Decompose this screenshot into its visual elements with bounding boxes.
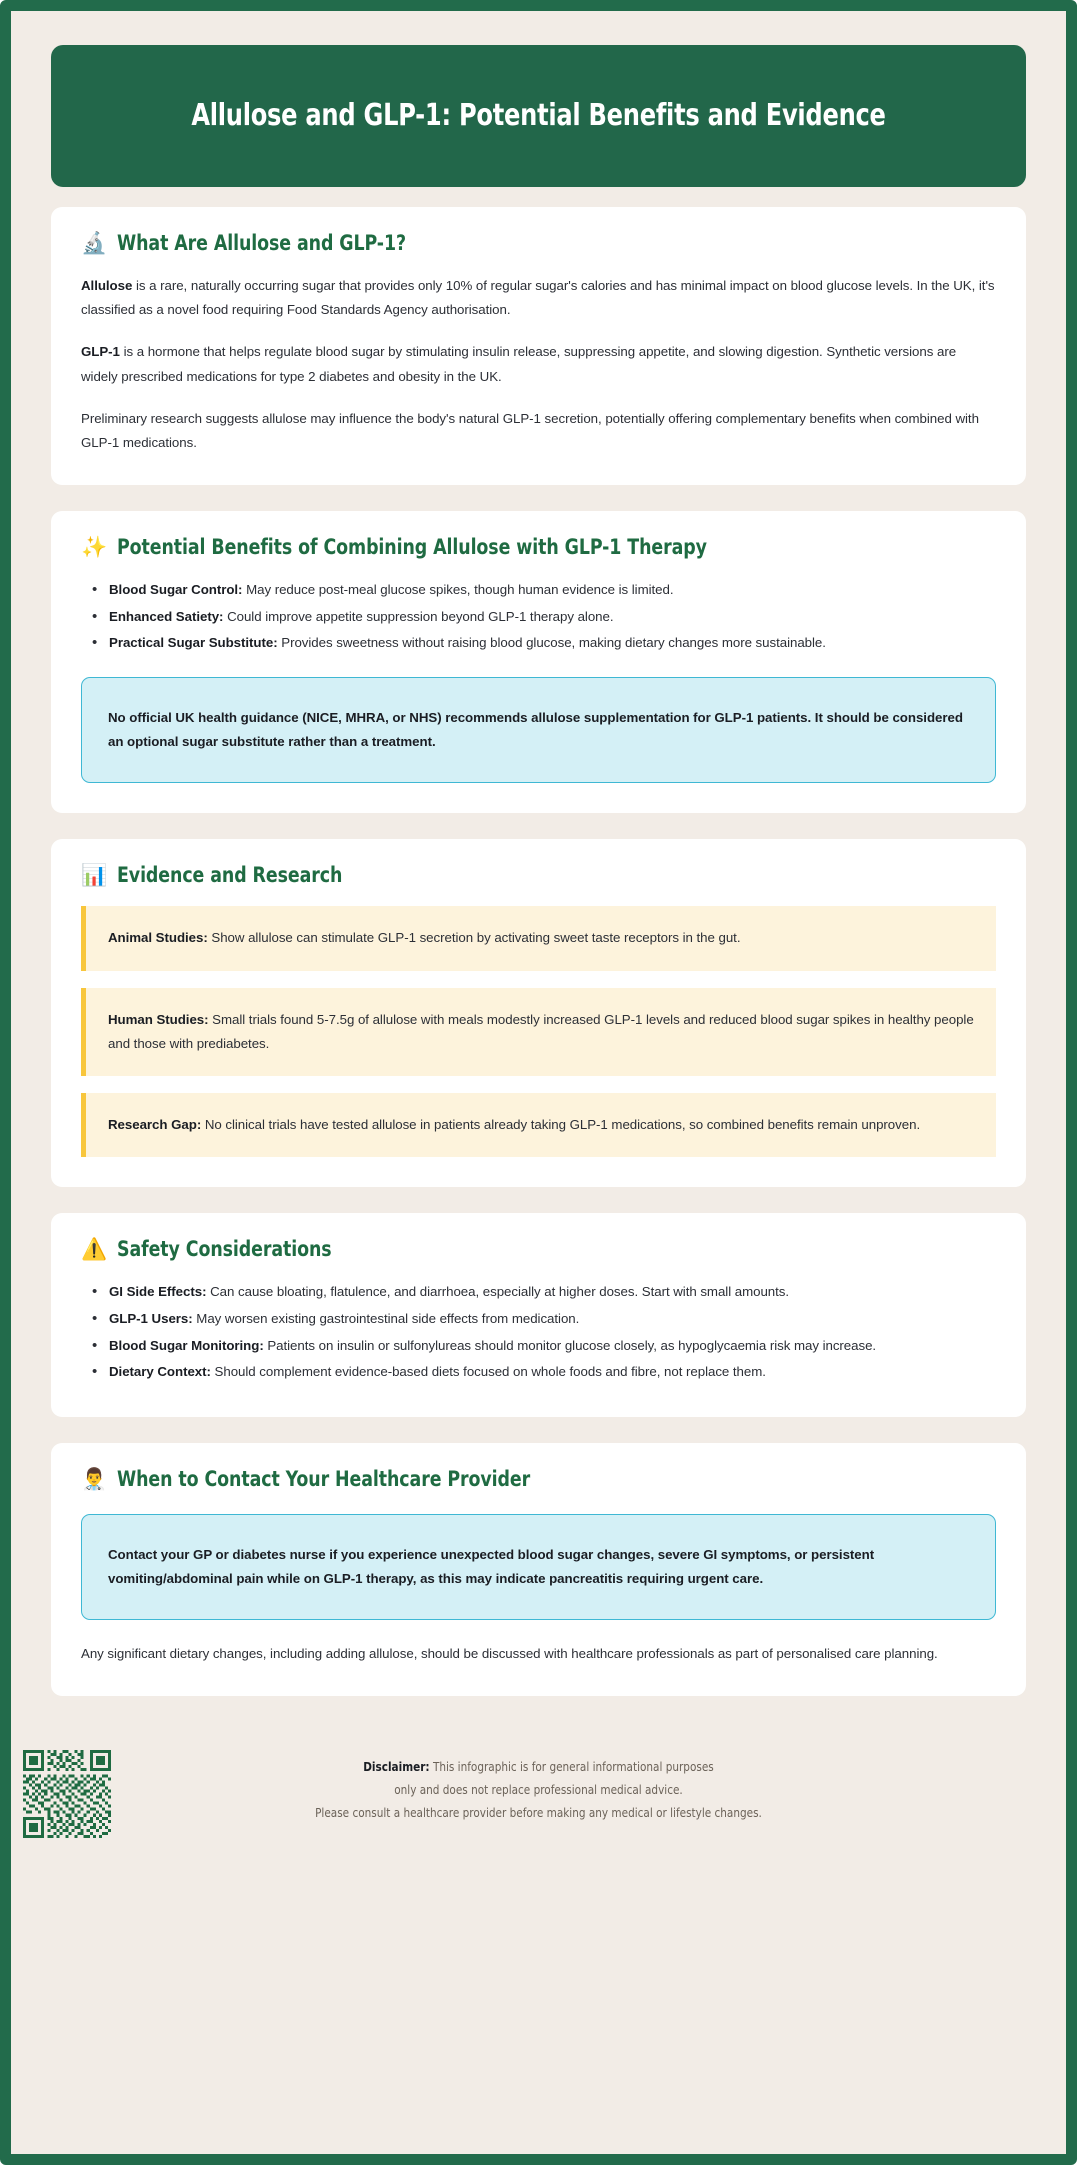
list-item-lead: Practical Sugar Substitute: bbox=[109, 635, 278, 651]
evidence-card-text: No clinical trials have tested allulose in patients already taking GLP-1 medications, so combined benefits remain unproven. bbox=[201, 1117, 921, 1133]
footer bbox=[33, 1722, 1044, 1872]
evidence-card-text: Show allulose can stimulate GLP-1 secretion by activating sweet taste receptors in the gut. bbox=[207, 930, 741, 946]
list-item bbox=[87, 1334, 996, 1358]
paragraph-text: Preliminary research suggests allulose may influence the body's natural GLP-1 secretion, potentially offering complementary benefits when combined with GLP-1 medications. bbox=[81, 410, 979, 450]
list-item bbox=[87, 605, 996, 629]
header-banner bbox=[51, 45, 1026, 187]
urgent-care-callout: Contact your GP or diabetes nurse if you experience unexpected blood sugar changes, severe GI symptoms, or persistent vomiting/abdominal pain while on GLP-1 therapy, as this may indicate pancreatitis requiring urgent care. bbox=[81, 1514, 996, 1620]
section-title-safety: Safety Considerations bbox=[117, 1237, 332, 1263]
paragraph-text: is a rare, naturally occurring sugar that provides only 10% of regular sugar's calories and has minimal impact on blood glucose levels. In the UK, it's classified as a novel food requiring Food Standards Agency authorisation. bbox=[81, 278, 995, 318]
sparkles-icon: ✨ bbox=[81, 536, 108, 560]
section-title-benefits: Potential Benefits of Combining Allulose with GLP-1 Therapy bbox=[117, 535, 707, 561]
list-item-lead: Blood Sugar Monitoring: bbox=[109, 1337, 264, 1353]
section-evidence bbox=[51, 839, 1026, 1187]
paragraph-lead: Allulose bbox=[81, 278, 133, 293]
list-item bbox=[87, 1360, 996, 1384]
list-item-text: Could improve appetite suppression beyond GLP-1 therapy alone. bbox=[223, 608, 614, 624]
page-title: Allulose and GLP-1: Potential Benefits and Evidence bbox=[191, 98, 886, 134]
list-item-text: Patients on insulin or sulfonylureas should monitor glucose closely, as hypoglycaemia risk may increase. bbox=[263, 1337, 877, 1353]
list-item-text: Can cause bloating, flatulence, and diarrhoea, especially at higher doses. Start with small amounts. bbox=[206, 1284, 790, 1300]
health-worker-icon: 👨‍⚕️ bbox=[81, 1467, 108, 1491]
evidence-card-animal bbox=[81, 906, 996, 970]
paragraph-glp1 bbox=[81, 340, 996, 388]
section-benefits bbox=[51, 511, 1026, 813]
list-item-lead: GI Side Effects: bbox=[109, 1284, 207, 1300]
section-header-intro bbox=[81, 231, 996, 256]
list-item-text: Should complement evidence-based diets focused on whole foods and fibre, not replace them. bbox=[210, 1364, 766, 1380]
evidence-card-lead: Animal Studies: bbox=[108, 930, 208, 946]
list-item bbox=[87, 1307, 996, 1331]
bar-chart-icon: 📊 bbox=[81, 864, 108, 888]
paragraph-allulose bbox=[81, 274, 996, 322]
section-header-contact bbox=[81, 1467, 996, 1492]
disclaimer bbox=[80, 1756, 997, 1825]
paragraph-preliminary bbox=[81, 407, 996, 455]
list-item-lead: Blood Sugar Control: bbox=[109, 582, 243, 598]
section-title-contact: When to Contact Your Healthcare Provider bbox=[117, 1466, 531, 1492]
evidence-card-text: Small trials found 5-7.5g of allulose with meals modestly increased GLP-1 levels and reduced blood sugar spikes in healthy people and those with prediabetes. bbox=[108, 1011, 974, 1051]
disclaimer-line-1 bbox=[80, 1756, 997, 1779]
list-item-text: May worsen existing gastrointestinal side effects from medication. bbox=[192, 1310, 580, 1326]
disclaimer-line-2: only and does not replace professional medical advice. bbox=[394, 1782, 683, 1798]
microscope-icon: 🔬 bbox=[81, 232, 108, 255]
evidence-card-gap bbox=[81, 1093, 996, 1157]
section-intro bbox=[51, 207, 1026, 485]
list-item bbox=[87, 631, 996, 655]
section-title-evidence: Evidence and Research bbox=[117, 863, 343, 889]
list-item-text: May reduce post-meal glucose spikes, though human evidence is limited. bbox=[242, 582, 674, 598]
section-title-intro: What Are Allulose and GLP-1? bbox=[117, 231, 406, 256]
section-header-safety bbox=[81, 1237, 996, 1262]
safety-list bbox=[87, 1280, 996, 1384]
section-contact bbox=[51, 1443, 1026, 1697]
paragraph-text: is a hormone that helps regulate blood sugar by stimulating insulin release, suppressing appetite, and slowing digestion. Synthetic versions are widely prescribed medications for type 2 diabetes and obesity in the UK. bbox=[81, 344, 957, 384]
list-item bbox=[87, 1280, 996, 1304]
evidence-card-human bbox=[81, 988, 996, 1076]
list-item-lead: Enhanced Satiety: bbox=[109, 608, 224, 624]
paragraph-lead: GLP-1 bbox=[81, 344, 120, 360]
section-header-evidence bbox=[81, 863, 996, 888]
list-item-lead: Dietary Context: bbox=[109, 1364, 211, 1380]
benefits-list bbox=[87, 578, 996, 655]
disclaimer-line-3: Please consult a healthcare provider before making any medical or lifestyle changes. bbox=[315, 1805, 762, 1821]
section-safety bbox=[51, 1213, 1026, 1417]
paragraph-closing: Any significant dietary changes, including adding allulose, should be discussed with healthcare professionals as part of personalised care planning. bbox=[81, 1646, 938, 1662]
list-item-lead: GLP-1 Users: bbox=[109, 1310, 193, 1326]
guidance-callout: No official UK health guidance (NICE, MHRA, or NHS) recommends allulose supplementation for GLP-1 patients. It should be considered an optional sugar substitute rather than a treatment. bbox=[81, 677, 996, 783]
warning-icon: ⚠️ bbox=[81, 1238, 108, 1262]
evidence-card-lead: Human Studies: bbox=[108, 1011, 209, 1027]
evidence-card-lead: Research Gap: bbox=[108, 1117, 202, 1133]
section-header-benefits bbox=[81, 535, 996, 560]
disclaimer-text-1: This infographic is for general informational purposes bbox=[429, 1759, 714, 1775]
list-item bbox=[87, 578, 996, 602]
disclaimer-lead: Disclaimer: bbox=[363, 1759, 430, 1775]
list-item-text: Provides sweetness without raising blood glucose, making dietary changes more sustainable. bbox=[277, 635, 826, 651]
